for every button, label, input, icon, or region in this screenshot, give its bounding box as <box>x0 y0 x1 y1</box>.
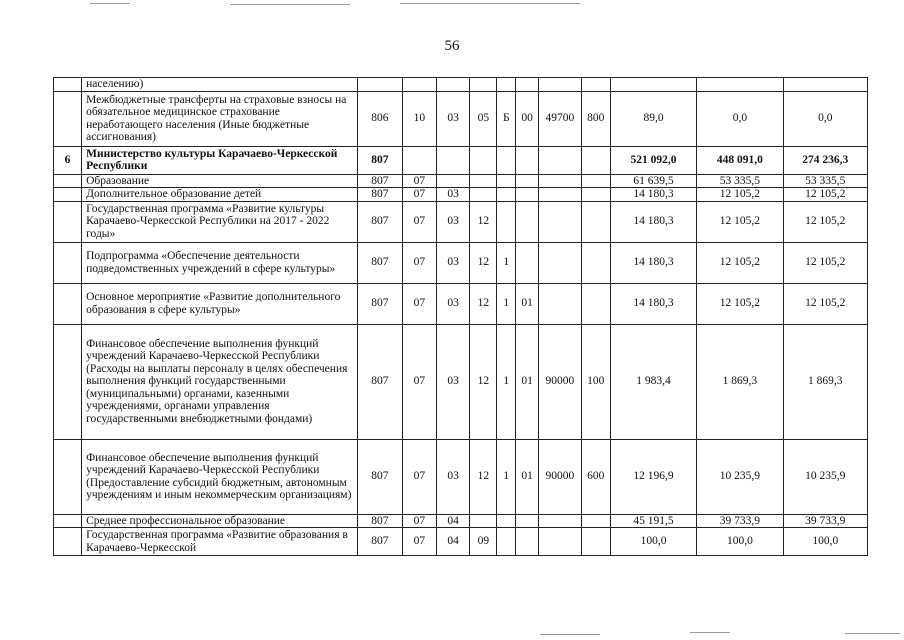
expense-type-cell <box>581 514 610 528</box>
expense-type-cell <box>581 201 610 242</box>
row-number-cell <box>54 283 82 324</box>
amount-year3-cell <box>783 78 867 92</box>
row-number-cell <box>54 528 82 556</box>
expense-type-cell <box>581 242 610 283</box>
direction-code-cell <box>539 201 582 242</box>
subsection-code-cell: 04 <box>437 514 470 528</box>
expense-name-cell: Подпрограмма «Обеспечение деятельности подведомственных учреждений в сфере культуры» <box>82 242 358 283</box>
table-row <box>54 188 868 202</box>
amount-year3-cell: 0,0 <box>783 91 867 146</box>
department-code-cell: 807 <box>357 439 402 514</box>
program-code-cell: 09 <box>470 528 497 556</box>
program-code-cell: 12 <box>470 324 497 439</box>
subprogram-code-cell <box>497 174 516 188</box>
activity-code-cell: 01 <box>516 283 539 324</box>
activity-code-cell <box>516 242 539 283</box>
subsection-code-cell <box>437 78 470 92</box>
department-code-cell: 807 <box>357 514 402 528</box>
direction-code-cell <box>539 242 582 283</box>
row-number-cell: 6 <box>54 146 82 174</box>
section-code-cell <box>402 78 436 92</box>
amount-year3-cell: 100,0 <box>783 528 867 556</box>
table-row <box>54 514 868 528</box>
table-row <box>54 439 868 514</box>
table-row <box>54 283 868 324</box>
activity-code-cell <box>516 78 539 92</box>
expense-name-cell: Среднее профессиональное образование <box>82 514 358 528</box>
department-code-cell: 807 <box>357 324 402 439</box>
row-number-cell <box>54 78 82 92</box>
program-code-cell <box>470 146 497 174</box>
amount-year1-cell: 1 983,4 <box>610 324 696 439</box>
expense-name-cell: Дополнительное образование детей <box>82 188 358 202</box>
subprogram-code-cell <box>497 146 516 174</box>
department-code-cell: 807 <box>357 242 402 283</box>
table-row <box>54 324 868 439</box>
subsection-code-cell: 03 <box>437 188 470 202</box>
amount-year2-cell: 0,0 <box>697 91 783 146</box>
department-code-cell: 807 <box>357 201 402 242</box>
activity-code-cell <box>516 174 539 188</box>
section-code-cell: 07 <box>402 174 436 188</box>
amount-year3-cell: 12 105,2 <box>783 188 867 202</box>
scan-mark <box>400 3 580 4</box>
section-code-cell: 07 <box>402 242 436 283</box>
activity-code-cell: 00 <box>516 91 539 146</box>
expense-name-cell: Основное мероприятие «Развитие дополнительного образования в сфере культуры» <box>82 283 358 324</box>
direction-code-cell <box>539 146 582 174</box>
subsection-code-cell: 03 <box>437 439 470 514</box>
amount-year2-cell: 12 105,2 <box>697 283 783 324</box>
amount-year3-cell: 274 236,3 <box>783 146 867 174</box>
direction-code-cell: 90000 <box>539 324 582 439</box>
row-number-cell <box>54 439 82 514</box>
subprogram-code-cell: 1 <box>497 242 516 283</box>
amount-year1-cell: 521 092,0 <box>610 146 696 174</box>
subprogram-code-cell: Б <box>497 91 516 146</box>
direction-code-cell <box>539 78 582 92</box>
budget-table <box>53 77 868 556</box>
expense-name-cell: Государственная программа «Развитие образования в Карачаево-Черкесской <box>82 528 358 556</box>
row-number-cell <box>54 514 82 528</box>
row-number-cell <box>54 174 82 188</box>
expense-name-cell: Финансовое обеспечение выполнения функций учреждений Карачаево-Черкесской Республики (Расходы на выплаты персоналу в целях обеспечения выполнения функций государственными (муниципальными) органами, казенными учреждениями, органами управления государственными внебюджетными фондами) <box>82 324 358 439</box>
table-row <box>54 91 868 146</box>
expense-type-cell <box>581 146 610 174</box>
program-code-cell: 12 <box>470 439 497 514</box>
subprogram-code-cell: 1 <box>497 283 516 324</box>
amount-year1-cell: 61 639,5 <box>610 174 696 188</box>
program-code-cell: 12 <box>470 242 497 283</box>
table-body <box>54 78 868 556</box>
table-row <box>54 201 868 242</box>
department-code-cell: 807 <box>357 146 402 174</box>
table-row <box>54 146 868 174</box>
subsection-code-cell: 03 <box>437 91 470 146</box>
section-code-cell <box>402 146 436 174</box>
amount-year2-cell: 100,0 <box>697 528 783 556</box>
program-code-cell: 12 <box>470 283 497 324</box>
expense-type-cell <box>581 174 610 188</box>
direction-code-cell <box>539 283 582 324</box>
amount-year2-cell: 12 105,2 <box>697 201 783 242</box>
expense-type-cell: 100 <box>581 324 610 439</box>
direction-code-cell <box>539 188 582 202</box>
program-code-cell <box>470 78 497 92</box>
amount-year2-cell: 10 235,9 <box>697 439 783 514</box>
scan-mark <box>540 634 600 635</box>
subprogram-code-cell <box>497 528 516 556</box>
scan-mark <box>230 4 350 5</box>
row-number-cell <box>54 188 82 202</box>
amount-year2-cell: 39 733,9 <box>697 514 783 528</box>
amount-year2-cell: 448 091,0 <box>697 146 783 174</box>
program-code-cell <box>470 174 497 188</box>
activity-code-cell: 01 <box>516 324 539 439</box>
expense-name-cell: Межбюджетные трансферты на страховые взносы на обязательное медицинское страхование неработающего населения (Иные бюджетные ассигнования) <box>82 91 358 146</box>
subprogram-code-cell <box>497 201 516 242</box>
subprogram-code-cell: 1 <box>497 324 516 439</box>
table-row <box>54 174 868 188</box>
section-code-cell: 07 <box>402 283 436 324</box>
section-code-cell: 10 <box>402 91 436 146</box>
program-code-cell: 05 <box>470 91 497 146</box>
department-code-cell: 807 <box>357 188 402 202</box>
amount-year1-cell: 89,0 <box>610 91 696 146</box>
program-code-cell <box>470 188 497 202</box>
amount-year3-cell: 12 105,2 <box>783 201 867 242</box>
expense-type-cell <box>581 283 610 324</box>
section-code-cell: 07 <box>402 201 436 242</box>
amount-year1-cell: 14 180,3 <box>610 201 696 242</box>
amount-year3-cell: 12 105,2 <box>783 283 867 324</box>
activity-code-cell <box>516 528 539 556</box>
subsection-code-cell: 03 <box>437 201 470 242</box>
row-number-cell <box>54 324 82 439</box>
amount-year3-cell: 10 235,9 <box>783 439 867 514</box>
expense-name-cell: Министерство культуры Карачаево-Черкесской Республики <box>82 146 358 174</box>
amount-year1-cell: 14 180,3 <box>610 283 696 324</box>
department-code-cell: 806 <box>357 91 402 146</box>
expense-type-cell <box>581 78 610 92</box>
expense-type-cell: 600 <box>581 439 610 514</box>
amount-year2-cell: 12 105,2 <box>697 188 783 202</box>
section-code-cell: 07 <box>402 188 436 202</box>
table-row <box>54 528 868 556</box>
amount-year1-cell <box>610 78 696 92</box>
section-code-cell: 07 <box>402 324 436 439</box>
table-row <box>54 78 868 92</box>
amount-year1-cell: 14 180,3 <box>610 242 696 283</box>
activity-code-cell <box>516 188 539 202</box>
direction-code-cell: 49700 <box>539 91 582 146</box>
amount-year1-cell: 45 191,5 <box>610 514 696 528</box>
row-number-cell <box>54 242 82 283</box>
scan-mark <box>690 632 730 633</box>
expense-type-cell <box>581 528 610 556</box>
direction-code-cell <box>539 514 582 528</box>
subsection-code-cell <box>437 146 470 174</box>
amount-year2-cell: 1 869,3 <box>697 324 783 439</box>
expense-name-cell: Государственная программа «Развитие культуры Карачаево-Черкесской Республики на 2017 - 2022 годы» <box>82 201 358 242</box>
section-code-cell: 07 <box>402 514 436 528</box>
subprogram-code-cell <box>497 514 516 528</box>
row-number-cell <box>54 201 82 242</box>
activity-code-cell: 01 <box>516 439 539 514</box>
amount-year2-cell <box>697 78 783 92</box>
expense-name-cell: населению) <box>82 78 358 92</box>
subsection-code-cell: 03 <box>437 283 470 324</box>
expense-type-cell <box>581 188 610 202</box>
activity-code-cell <box>516 201 539 242</box>
amount-year2-cell: 53 335,5 <box>697 174 783 188</box>
section-code-cell: 07 <box>402 439 436 514</box>
amount-year3-cell: 12 105,2 <box>783 242 867 283</box>
subsection-code-cell: 04 <box>437 528 470 556</box>
scan-mark <box>845 633 900 634</box>
direction-code-cell <box>539 528 582 556</box>
activity-code-cell <box>516 146 539 174</box>
page-number: 56 <box>444 38 460 54</box>
amount-year2-cell: 12 105,2 <box>697 242 783 283</box>
scan-mark <box>90 3 130 4</box>
amount-year1-cell: 12 196,9 <box>610 439 696 514</box>
department-code-cell <box>357 78 402 92</box>
activity-code-cell <box>516 514 539 528</box>
row-number-cell <box>54 91 82 146</box>
amount-year3-cell: 1 869,3 <box>783 324 867 439</box>
program-code-cell <box>470 514 497 528</box>
subprogram-code-cell <box>497 188 516 202</box>
expense-name-cell: Образование <box>82 174 358 188</box>
department-code-cell: 807 <box>357 283 402 324</box>
amount-year3-cell: 39 733,9 <box>783 514 867 528</box>
department-code-cell: 807 <box>357 528 402 556</box>
subsection-code-cell <box>437 174 470 188</box>
subsection-code-cell: 03 <box>437 242 470 283</box>
subprogram-code-cell: 1 <box>497 439 516 514</box>
department-code-cell: 807 <box>357 174 402 188</box>
direction-code-cell <box>539 174 582 188</box>
expense-name-cell: Финансовое обеспечение выполнения функций учреждений Карачаево-Черкесской Республики (Предоставление субсидий бюджетным, автономным учреждениям и иным некоммерческим организациям) <box>82 439 358 514</box>
table-row <box>54 242 868 283</box>
amount-year3-cell: 53 335,5 <box>783 174 867 188</box>
amount-year1-cell: 14 180,3 <box>610 188 696 202</box>
expense-type-cell: 800 <box>581 91 610 146</box>
subprogram-code-cell <box>497 78 516 92</box>
direction-code-cell: 90000 <box>539 439 582 514</box>
amount-year1-cell: 100,0 <box>610 528 696 556</box>
section-code-cell: 07 <box>402 528 436 556</box>
subsection-code-cell: 03 <box>437 324 470 439</box>
program-code-cell: 12 <box>470 201 497 242</box>
